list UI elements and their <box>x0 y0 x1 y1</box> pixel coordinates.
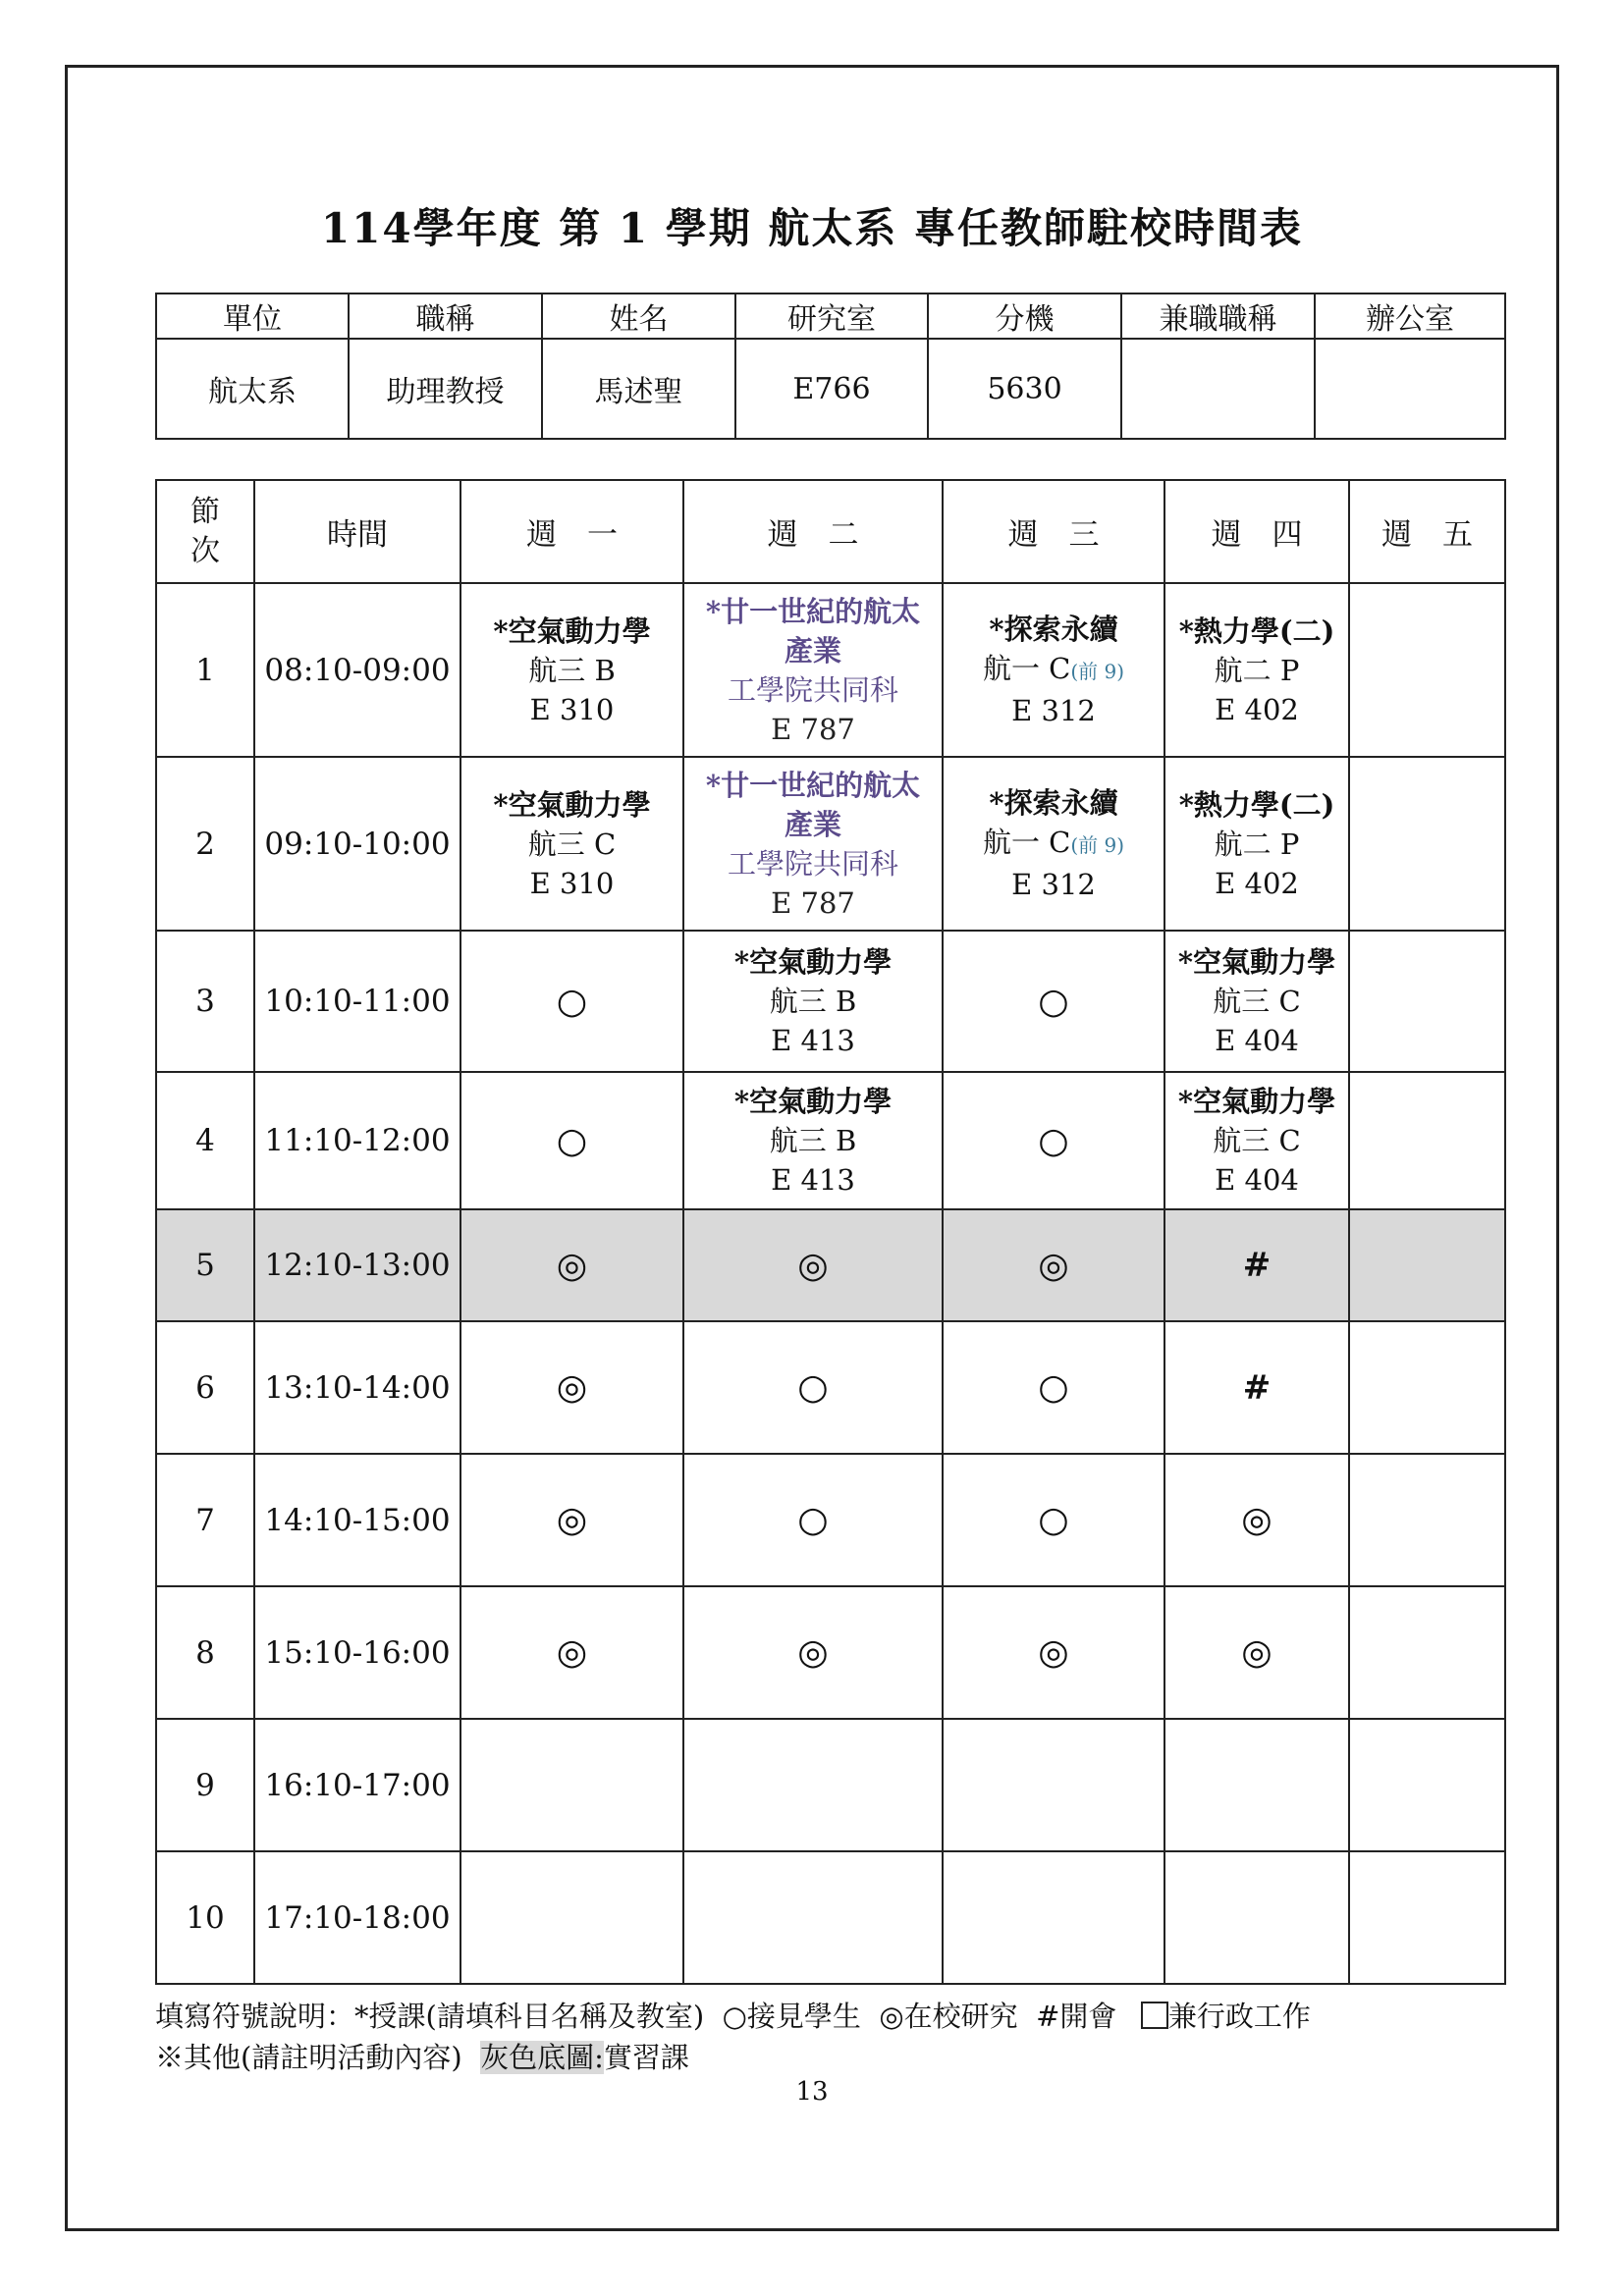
meet-student-symbol: ○ <box>943 1072 1164 1209</box>
research-symbol: ◎ <box>1164 1454 1349 1586</box>
header-unit: 單位 <box>156 294 349 339</box>
header-time: 時間 <box>254 480 460 583</box>
period-time: 08:10-09:00 <box>254 583 460 757</box>
period-number: 4 <box>156 1072 254 1209</box>
course-cell: *空氣動力學 航三 C E 404 <box>1164 931 1349 1072</box>
value-unit: 航太系 <box>156 339 349 439</box>
header-monday: 週 一 <box>460 480 683 583</box>
value-office <box>1315 339 1505 439</box>
header-concurrent-title: 兼職職稱 <box>1121 294 1315 339</box>
value-extension: 5630 <box>928 339 1121 439</box>
course-cell: *空氣動力學 航三 C E 404 <box>1164 1072 1349 1209</box>
course-cell: *廿一世紀的航太 產業 工學院共同科 E 787 <box>683 757 943 931</box>
empty-cell <box>1349 1209 1505 1321</box>
course-cell: *廿一世紀的航太 產業 工學院共同科 E 787 <box>683 583 943 757</box>
period-number: 5 <box>156 1209 254 1321</box>
meeting-symbol: # <box>1164 1321 1349 1454</box>
empty-cell <box>1349 1321 1505 1454</box>
period-number: 2 <box>156 757 254 931</box>
period-number: 9 <box>156 1719 254 1851</box>
course-cell: *空氣動力學 航三 B E 413 <box>683 1072 943 1209</box>
value-concurrent-title <box>1121 339 1315 439</box>
period-number: 3 <box>156 931 254 1072</box>
legend-line-2: ※其他(請註明活動內容) 灰色底圖:實習課 <box>155 2041 689 2074</box>
empty-cell <box>1349 1586 1505 1719</box>
course-note: (前 9) <box>1070 660 1125 683</box>
schedule-table <box>155 479 1506 1985</box>
header-lab: 研究室 <box>735 294 928 339</box>
legend-gray-meaning: 實習課 <box>603 2041 689 2074</box>
empty-cell <box>1349 1072 1505 1209</box>
empty-cell <box>460 1851 683 1984</box>
period-number: 8 <box>156 1586 254 1719</box>
legend-admin: 兼行政工作 <box>1167 2000 1311 2033</box>
empty-cell <box>683 1851 943 1984</box>
empty-cell <box>943 1851 1164 1984</box>
empty-cell <box>1349 583 1505 757</box>
course-cell: *空氣動力學 航三 B E 310 <box>460 583 683 757</box>
value-title: 助理教授 <box>349 339 542 439</box>
header-name: 姓名 <box>542 294 735 339</box>
meet-student-symbol: ○ <box>683 1454 943 1586</box>
period-time: 16:10-17:00 <box>254 1719 460 1851</box>
research-symbol: ◎ <box>683 1586 943 1719</box>
course-cell: *熱力學(二) 航二 P E 402 <box>1164 583 1349 757</box>
schedule-row <box>156 1072 1505 1209</box>
header-tuesday: 週 二 <box>683 480 943 583</box>
empty-cell <box>1349 1851 1505 1984</box>
meet-student-symbol: ○ <box>943 1454 1164 1586</box>
schedule-row <box>156 1851 1505 1984</box>
legend-gray-background: 灰色底圖: <box>480 2041 604 2074</box>
meet-student-symbol: ○ <box>460 931 683 1072</box>
symbol-legend <box>155 1996 1311 2078</box>
research-symbol: ◎ <box>460 1321 683 1454</box>
empty-cell <box>683 1719 943 1851</box>
empty-cell <box>460 1719 683 1851</box>
period-number: 10 <box>156 1851 254 1984</box>
course-cell: *熱力學(二) 航二 P E 402 <box>1164 757 1349 931</box>
period-time: 13:10-14:00 <box>254 1321 460 1454</box>
header-extension: 分機 <box>928 294 1121 339</box>
period-time: 11:10-12:00 <box>254 1072 460 1209</box>
period-time: 15:10-16:00 <box>254 1586 460 1719</box>
period-number: 6 <box>156 1321 254 1454</box>
header-friday: 週 五 <box>1349 480 1505 583</box>
research-symbol: ◎ <box>460 1454 683 1586</box>
schedule-row <box>156 1719 1505 1851</box>
schedule-row <box>156 1586 1505 1719</box>
course-cell: *空氣動力學 航三 B E 413 <box>683 931 943 1072</box>
course-note: (前 9) <box>1070 833 1125 857</box>
teacher-info-table <box>155 293 1506 440</box>
period-time: 10:10-11:00 <box>254 931 460 1072</box>
schedule-row <box>156 1321 1505 1454</box>
research-symbol: ◎ <box>943 1586 1164 1719</box>
period-number: 7 <box>156 1454 254 1586</box>
research-symbol: ◎ <box>683 1209 943 1321</box>
schedule-row <box>156 583 1505 757</box>
empty-cell <box>943 1719 1164 1851</box>
meet-student-symbol: ○ <box>943 1321 1164 1454</box>
schedule-row <box>156 931 1505 1072</box>
schedule-row <box>156 1209 1505 1321</box>
research-symbol: ◎ <box>1164 1586 1349 1719</box>
page-number: 13 <box>795 2077 829 2107</box>
meet-student-symbol: ○ <box>943 931 1164 1072</box>
course-cell: *空氣動力學 航三 C E 310 <box>460 757 683 931</box>
period-time: 14:10-15:00 <box>254 1454 460 1586</box>
schedule-row <box>156 757 1505 931</box>
course-cell: *探索永續 航一 C(前 9) E 312 <box>943 583 1164 757</box>
empty-cell <box>1164 1851 1349 1984</box>
legend-meet: ○接見學生 <box>722 2000 861 2033</box>
course-cell: *探索永續 航一 C(前 9) E 312 <box>943 757 1164 931</box>
header-office: 辦公室 <box>1315 294 1505 339</box>
empty-cell <box>1349 1719 1505 1851</box>
period-number: 1 <box>156 583 254 757</box>
research-symbol: ◎ <box>460 1586 683 1719</box>
value-lab: E766 <box>735 339 928 439</box>
legend-line-1: 填寫符號說明：*授課(請填科目名稱及教室) ○接見學生 ◎在校研究 #開會 兼行政工作 <box>155 2000 1311 2033</box>
research-symbol: ◎ <box>943 1209 1164 1321</box>
meet-student-symbol: ○ <box>683 1321 943 1454</box>
schedule-row <box>156 1454 1505 1586</box>
meet-student-symbol: ○ <box>460 1072 683 1209</box>
header-title: 職稱 <box>349 294 542 339</box>
empty-cell <box>1349 1454 1505 1586</box>
value-name: 馬述聖 <box>542 339 735 439</box>
period-time: 09:10-10:00 <box>254 757 460 931</box>
legend-meeting: #開會 <box>1036 2000 1117 2033</box>
header-period: 節 次 <box>156 480 254 583</box>
header-thursday: 週 四 <box>1164 480 1349 583</box>
empty-cell <box>1349 757 1505 931</box>
checkbox-square-icon <box>1141 2002 1168 2029</box>
legend-research: ◎在校研究 <box>879 2000 1018 2033</box>
meeting-symbol: # <box>1164 1209 1349 1321</box>
period-time: 12:10-13:00 <box>254 1209 460 1321</box>
header-wednesday: 週 三 <box>943 480 1164 583</box>
period-time: 17:10-18:00 <box>254 1851 460 1984</box>
empty-cell <box>1349 931 1505 1072</box>
page-title: 114學年度 第 1 學期 航太系 專任教師駐校時間表 <box>320 204 1303 252</box>
empty-cell <box>1164 1719 1349 1851</box>
research-symbol: ◎ <box>460 1209 683 1321</box>
